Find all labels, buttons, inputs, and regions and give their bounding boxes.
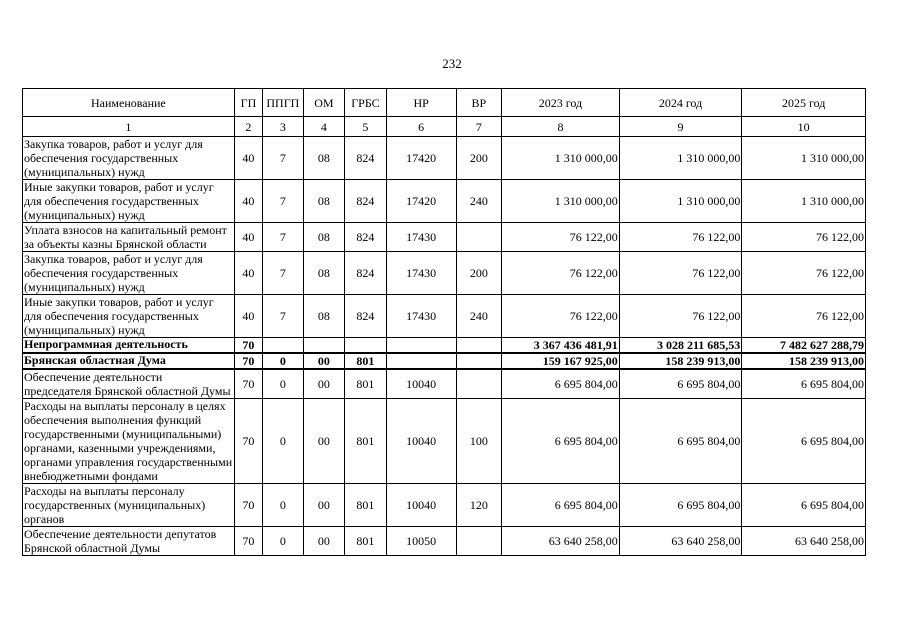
row-vr: 120 (456, 484, 502, 527)
row-name: Иные закупки товаров, работ и услуг для обеспечения государственных (муниципальных) нужд (23, 180, 235, 223)
row-om: 00 (303, 527, 345, 556)
header-2024: 2024 год (619, 89, 742, 117)
row-om (303, 338, 345, 354)
row-grbs: 801 (345, 369, 387, 399)
row-2024: 6 695 804,00 (619, 484, 742, 527)
table-row (23, 353, 866, 369)
row-2023: 6 695 804,00 (502, 484, 620, 527)
row-om: 00 (303, 484, 345, 527)
row-ppgp: 7 (263, 223, 304, 252)
row-ppgp (263, 338, 304, 354)
column-number: 2 (234, 117, 262, 137)
table-row (23, 252, 866, 295)
row-vr: 200 (456, 252, 502, 295)
table-row (23, 527, 866, 556)
row-2025: 158 239 913,00 (742, 353, 866, 369)
row-grbs: 801 (345, 484, 387, 527)
row-vr: 100 (456, 399, 502, 484)
table-row (23, 223, 866, 252)
column-number: 4 (303, 117, 345, 137)
row-2024: 63 640 258,00 (619, 527, 742, 556)
row-grbs (345, 338, 387, 354)
row-vr (456, 223, 502, 252)
row-nr: 17430 (386, 223, 456, 252)
row-2025: 1 310 000,00 (742, 137, 866, 180)
row-nr: 17420 (386, 180, 456, 223)
header-2023: 2023 год (502, 89, 620, 117)
row-om: 08 (303, 180, 345, 223)
row-nr (386, 353, 456, 369)
row-ppgp: 0 (263, 353, 304, 369)
row-2024: 6 695 804,00 (619, 399, 742, 484)
row-2023: 63 640 258,00 (502, 527, 620, 556)
row-grbs: 824 (345, 137, 387, 180)
row-ppgp: 7 (263, 252, 304, 295)
row-gp: 70 (234, 369, 262, 399)
row-nr: 10040 (386, 369, 456, 399)
row-name: Закупка товаров, работ и услуг для обеспечения государственных (муниципальных) нужд (23, 137, 235, 180)
row-2023: 76 122,00 (502, 295, 620, 338)
row-2023: 76 122,00 (502, 223, 620, 252)
row-2025: 6 695 804,00 (742, 399, 866, 484)
column-number: 8 (502, 117, 620, 137)
row-grbs: 824 (345, 295, 387, 338)
row-nr (386, 338, 456, 354)
row-ppgp: 0 (263, 484, 304, 527)
row-2023: 6 695 804,00 (502, 369, 620, 399)
row-gp: 40 (234, 252, 262, 295)
row-gp: 70 (234, 399, 262, 484)
row-2023: 3 367 436 481,91 (502, 338, 620, 354)
row-2025: 1 310 000,00 (742, 180, 866, 223)
row-name: Закупка товаров, работ и услуг для обеспечения государственных (муниципальных) нужд (23, 252, 235, 295)
row-gp: 70 (234, 353, 262, 369)
row-name: Обеспечение деятельности председателя Брянской областной Думы (23, 369, 235, 399)
header-om: ОМ (303, 89, 345, 117)
header-2025: 2025 год (742, 89, 866, 117)
page-number: 232 (442, 56, 462, 71)
table-row (23, 338, 866, 354)
row-2024: 76 122,00 (619, 252, 742, 295)
row-2023: 1 310 000,00 (502, 180, 620, 223)
row-gp: 40 (234, 137, 262, 180)
row-grbs: 824 (345, 223, 387, 252)
row-gp: 70 (234, 527, 262, 556)
row-2024: 3 028 211 685,53 (619, 338, 742, 354)
row-2024: 6 695 804,00 (619, 369, 742, 399)
row-vr (456, 369, 502, 399)
row-2025: 76 122,00 (742, 252, 866, 295)
row-om: 00 (303, 369, 345, 399)
row-gp: 40 (234, 295, 262, 338)
row-2023: 6 695 804,00 (502, 399, 620, 484)
row-vr: 200 (456, 137, 502, 180)
column-number: 10 (742, 117, 866, 137)
row-ppgp: 0 (263, 527, 304, 556)
table-row (23, 399, 866, 484)
row-gp: 40 (234, 180, 262, 223)
row-grbs: 801 (345, 527, 387, 556)
row-grbs: 824 (345, 252, 387, 295)
row-ppgp: 0 (263, 399, 304, 484)
row-name: Иные закупки товаров, работ и услуг для обеспечения государственных (муниципальных) нужд (23, 295, 235, 338)
row-2024: 76 122,00 (619, 295, 742, 338)
column-number: 7 (456, 117, 502, 137)
column-number: 1 (23, 117, 235, 137)
column-number: 5 (345, 117, 387, 137)
row-vr (456, 353, 502, 369)
row-gp: 70 (234, 484, 262, 527)
row-name: Расходы на выплаты персоналу государственных (муниципальных) органов (23, 484, 235, 527)
row-2023: 1 310 000,00 (502, 137, 620, 180)
table-row (23, 369, 866, 399)
row-nr: 10050 (386, 527, 456, 556)
column-number: 3 (263, 117, 304, 137)
row-2024: 158 239 913,00 (619, 353, 742, 369)
row-name: Расходы на выплаты персоналу в целях обеспечения выполнения функций государственными (муниципальными) органами, казенными учреждениями, органами управления государственными внебюджетными фондами (23, 399, 235, 484)
header-vr: ВР (456, 89, 502, 117)
row-vr: 240 (456, 180, 502, 223)
row-grbs: 824 (345, 180, 387, 223)
row-name: Брянская областная Дума (23, 353, 235, 369)
row-grbs: 801 (345, 399, 387, 484)
header-grbs: ГРБС (345, 89, 387, 117)
row-name: Уплата взносов на капитальный ремонт за объекты казны Брянской области (23, 223, 235, 252)
column-number-row (23, 117, 866, 137)
row-vr: 240 (456, 295, 502, 338)
row-nr: 17430 (386, 295, 456, 338)
row-nr: 17420 (386, 137, 456, 180)
row-ppgp: 7 (263, 180, 304, 223)
row-2025: 76 122,00 (742, 223, 866, 252)
row-name: Обеспечение деятельности депутатов Брянской областной Думы (23, 527, 235, 556)
row-ppgp: 0 (263, 369, 304, 399)
row-nr: 17430 (386, 252, 456, 295)
row-name: Непрограммная деятельность (23, 338, 235, 354)
header-gp: ГП (234, 89, 262, 117)
row-ppgp: 7 (263, 137, 304, 180)
row-2025: 63 640 258,00 (742, 527, 866, 556)
table-row (23, 295, 866, 338)
column-number: 6 (386, 117, 456, 137)
row-2025: 7 482 627 288,79 (742, 338, 866, 354)
row-nr: 10040 (386, 399, 456, 484)
row-vr (456, 338, 502, 354)
row-om: 08 (303, 252, 345, 295)
row-ppgp: 7 (263, 295, 304, 338)
row-om: 00 (303, 353, 345, 369)
row-om: 00 (303, 399, 345, 484)
row-vr (456, 527, 502, 556)
row-2025: 76 122,00 (742, 295, 866, 338)
row-2023: 76 122,00 (502, 252, 620, 295)
header-ppgp: ППГП (263, 89, 304, 117)
row-gp: 40 (234, 223, 262, 252)
row-2024: 76 122,00 (619, 223, 742, 252)
header-name: Наименование (23, 89, 235, 117)
row-om: 08 (303, 295, 345, 338)
header-row (23, 89, 866, 117)
row-2024: 1 310 000,00 (619, 137, 742, 180)
row-nr: 10040 (386, 484, 456, 527)
row-om: 08 (303, 223, 345, 252)
row-gp: 70 (234, 338, 262, 354)
row-2025: 6 695 804,00 (742, 484, 866, 527)
table-row (23, 137, 866, 180)
header-nr: НР (386, 89, 456, 117)
row-grbs: 801 (345, 353, 387, 369)
row-2023: 159 167 925,00 (502, 353, 620, 369)
column-number: 9 (619, 117, 742, 137)
row-2025: 6 695 804,00 (742, 369, 866, 399)
table-row (23, 180, 866, 223)
row-2024: 1 310 000,00 (619, 180, 742, 223)
budget-table (22, 88, 866, 556)
row-om: 08 (303, 137, 345, 180)
table-row (23, 484, 866, 527)
